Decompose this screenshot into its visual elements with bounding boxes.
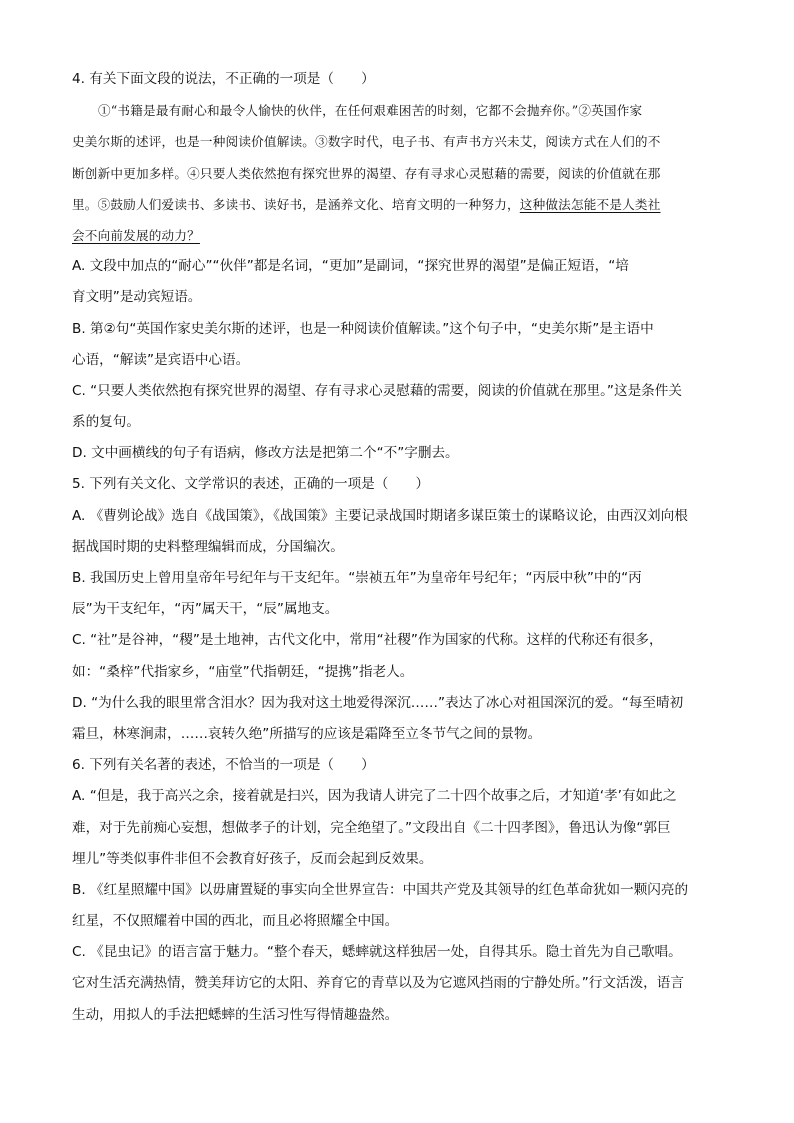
passage-line: 史美尔斯的述评，也是一种阅读价值解读。③数字时代，电子书、有声书方兴未艾，阅读方式在人们的不 — [72, 134, 661, 150]
passage-line: 断创新中更加多样。④只要人类依然抱有探究世界的渴望、存有寻求心灵慰藉的需要，阅读的价值就在那 — [72, 165, 661, 181]
option-line: C. 《昆虫记》的语言富于魅力。“整个春天，蟋蟀就这样独居一处，自得其乐。隐士首先为自己歌唱。 — [72, 944, 682, 961]
option-line: A. 《曹刿论战》选自《战国策》，《战国策》主要记录战国时期诸多谋臣策士的谋略议论，由西汉刘向根 — [72, 507, 688, 524]
option-line: 埋儿”等类似事件非但不会教育好孩子，反而会起到反效果。 — [72, 850, 433, 867]
option-line: A. “但是，我于高兴之余，接着就是扫兴，因为我请人讲完了二十四个故事之后，才知道‘孝’有如此之 — [72, 788, 677, 805]
option-line: A. 文段中加点的“耐心”“伙伴”都是名词，“更加”是副词，“探究世界的渴望”是偏正短语，“培 — [72, 258, 629, 275]
question-5-stem: 5. 下列有关文化、文学常识的表述，正确的一项是（ ） — [72, 476, 430, 493]
passage-line — [72, 189, 722, 220]
option-line: D. 文中画横线的句子有语病，修改方法是把第二个“不”字删去。 — [72, 445, 459, 462]
option-line: B. 第②句“英国作家史美尔斯的述评，也是一种阅读价值解读。”这个句子中，“史美尔斯”是主语中 — [72, 320, 654, 337]
option-line: 如：“桑梓”代指家乡，“庙堂”代指朝廷，“提携”指老人。 — [72, 663, 414, 680]
passage-text: 里。⑤鼓励人们爱读书、多读书、读好书，是涵养文化、培育文明的一种努力， — [72, 196, 520, 212]
exam-page — [72, 64, 722, 1031]
option-line: 辰”为干支纪年，“丙”属天干，“辰”属地支。 — [72, 601, 339, 618]
option-line: 它对生活充满热情，赞美拜访它的太阳、养育它的青草以及为它遮风挡雨的宁静处所。”行文活泼，语言 — [72, 975, 684, 992]
question-6-stem: 6. 下列有关名著的表述，不恰当的一项是（ ） — [72, 757, 375, 774]
passage-line — [72, 220, 722, 251]
option-line: 系的复句。 — [72, 414, 140, 431]
option-line: 霜旦，林寒涧肃，……哀转久绝”所描写的应该是霜降至立冬节气之间的景物。 — [72, 725, 542, 742]
option-line: 生动，用拟人的手法把蟋蟀的生活习性写得情趣盎然。 — [72, 1006, 399, 1023]
option-line: 育文明”是动宾短语。 — [72, 289, 202, 306]
option-line: 红星，不仅照耀着中国的西北，而且必将照耀全中国。 — [72, 913, 399, 930]
option-line: 心语，“解读”是宾语中心语。 — [72, 351, 250, 368]
option-line: D. “为什么我的眼里常含泪水？因为我对这土地爱得深沉……”表达了冰心对祖国深沉的爱。“每至晴初 — [72, 694, 684, 711]
question-4-stem: 4. 有关下面文段的说法，不正确的一项是（ ） — [72, 71, 375, 87]
option-line: B. 我国历史上曾用皇帝年号纪年与干支纪年。“崇祯五年”为皇帝年号纪年；“丙辰中秋”中的“丙 — [72, 570, 642, 586]
question-4-passage — [72, 95, 722, 251]
underlined-sentence: 这种做法怎能不是人类社 — [519, 196, 661, 212]
option-line: C. “只要人类依然抱有探究世界的渴望、存有寻求心灵慰藉的需要，阅读的价值就在那里。”这是条件关 — [72, 382, 682, 399]
passage-line: ①“书籍是最有耐心和最令人愉快的伙伴，在任何艰难困苦的时刻，它都不会抛弃你。”②英国作家 — [98, 103, 643, 119]
underlined-sentence: 会不向前发展的动力？ — [72, 227, 200, 243]
option-line: C. “社”是谷神，“稷”是土地神，古代文化中，常用“社稷”作为国家的代称。这样的代称还有很多， — [72, 632, 663, 649]
option-line: B. 《红星照耀中国》以毋庸置疑的事实向全世界宣告：中国共产党及其领导的红色革命犹如一颗闪亮的 — [72, 881, 689, 898]
option-line: 难，对于先前痴心妄想，想做孝子的计划，完全绝望了。”文段出自《二十四孝图》，鲁迅认为像“郭巨 — [72, 819, 671, 836]
option-line: 据战国时期的史料整理编辑而成，分国编次。 — [72, 538, 344, 555]
